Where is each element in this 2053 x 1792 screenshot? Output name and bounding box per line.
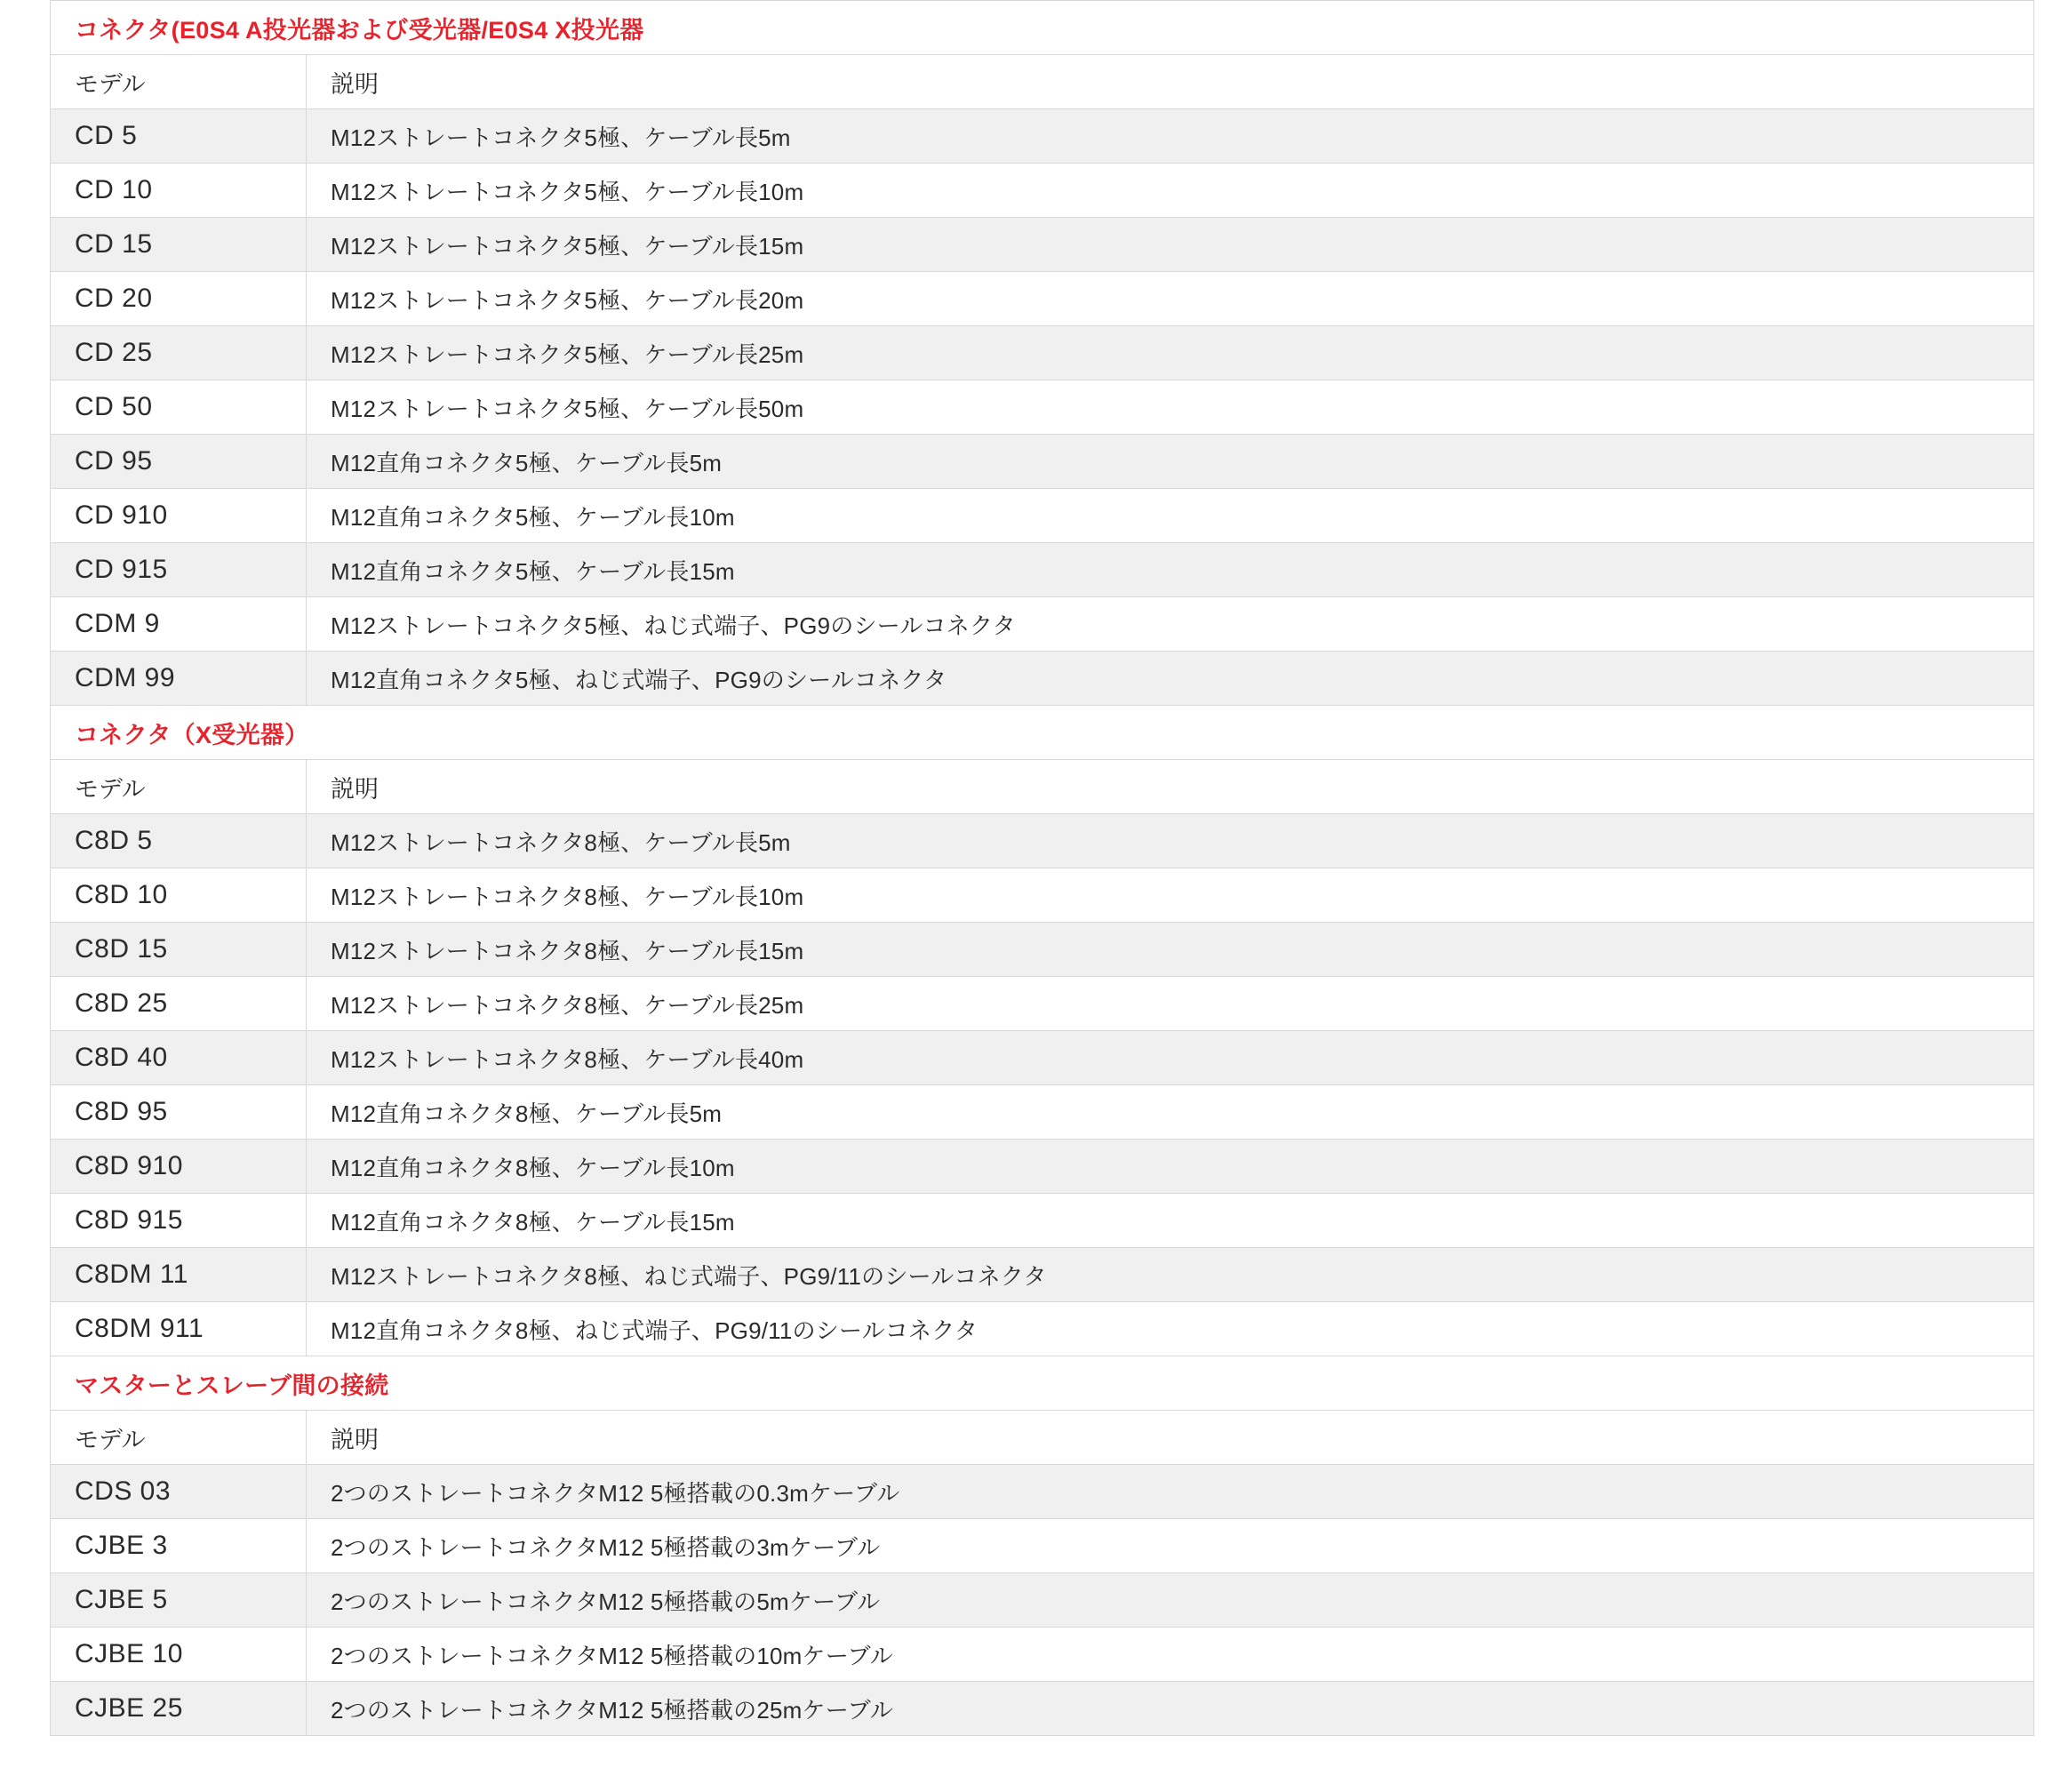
cell-description: M12ストレートコネクタ8極、ケーブル長15m bbox=[307, 923, 2034, 977]
table-row bbox=[51, 597, 2034, 652]
cell-description: M12ストレートコネクタ5極、ケーブル長25m bbox=[307, 326, 2034, 380]
table-row bbox=[51, 1682, 2034, 1736]
cell-description: M12ストレートコネクタ5極、ケーブル長50m bbox=[307, 380, 2034, 435]
table-row bbox=[51, 435, 2034, 489]
column-header-row bbox=[51, 760, 2034, 814]
table-row bbox=[51, 977, 2034, 1031]
cell-description: M12直角コネクタ8極、ケーブル長15m bbox=[307, 1194, 2034, 1248]
table-row bbox=[51, 164, 2034, 218]
cell-model: CD 95 bbox=[51, 435, 307, 489]
section-heading-row bbox=[51, 706, 2034, 760]
cell-model: CD 910 bbox=[51, 489, 307, 543]
table-row bbox=[51, 1248, 2034, 1302]
cell-description: M12ストレートコネクタ5極、ケーブル長5m bbox=[307, 109, 2034, 164]
table-row bbox=[51, 1465, 2034, 1519]
table-row bbox=[51, 1140, 2034, 1194]
cell-description: M12ストレートコネクタ5極、ケーブル長10m bbox=[307, 164, 2034, 218]
cell-model: CJBE 5 bbox=[51, 1573, 307, 1628]
cell-model: C8D 915 bbox=[51, 1194, 307, 1248]
table-row bbox=[51, 272, 2034, 326]
cell-model: C8DM 11 bbox=[51, 1248, 307, 1302]
table-row bbox=[51, 380, 2034, 435]
table-row bbox=[51, 218, 2034, 272]
column-header-model: モデル bbox=[51, 1411, 307, 1465]
cell-description: M12ストレートコネクタ8極、ケーブル長10m bbox=[307, 868, 2034, 923]
section-heading: マスターとスレーブ間の接続 bbox=[51, 1356, 2034, 1411]
column-header-description: 説明 bbox=[307, 55, 2034, 109]
cell-description: M12直角コネクタ5極、ケーブル長5m bbox=[307, 435, 2034, 489]
cell-model: C8D 5 bbox=[51, 814, 307, 868]
column-header-row bbox=[51, 55, 2034, 109]
cell-model: CJBE 25 bbox=[51, 1682, 307, 1736]
column-header-description: 説明 bbox=[307, 760, 2034, 814]
table-row bbox=[51, 1194, 2034, 1248]
cell-model: C8D 95 bbox=[51, 1085, 307, 1140]
cell-model: C8D 40 bbox=[51, 1031, 307, 1085]
cell-description: 2つのストレートコネクタM12 5極搭載の25mケーブル bbox=[307, 1682, 2034, 1736]
section-heading: コネクタ（X受光器） bbox=[51, 706, 2034, 760]
table-row bbox=[51, 652, 2034, 706]
cell-model: CD 25 bbox=[51, 326, 307, 380]
table-row bbox=[51, 1573, 2034, 1628]
table-row bbox=[51, 1085, 2034, 1140]
cell-model: CD 10 bbox=[51, 164, 307, 218]
table-row bbox=[51, 868, 2034, 923]
cell-description: M12ストレートコネクタ8極、ケーブル長40m bbox=[307, 1031, 2034, 1085]
cell-model: CD 15 bbox=[51, 218, 307, 272]
column-header-model: モデル bbox=[51, 760, 307, 814]
cell-description: M12直角コネクタ8極、ケーブル長5m bbox=[307, 1085, 2034, 1140]
cell-description: M12ストレートコネクタ8極、ねじ式端子、PG9/11のシールコネクタ bbox=[307, 1248, 2034, 1302]
cell-description: 2つのストレートコネクタM12 5極搭載の10mケーブル bbox=[307, 1628, 2034, 1682]
section-heading: コネクタ(E0S4 A投光器および受光器/E0S4 X投光器 bbox=[51, 1, 2034, 55]
cell-model: CD 20 bbox=[51, 272, 307, 326]
cell-model: CJBE 10 bbox=[51, 1628, 307, 1682]
cell-description: M12直角コネクタ5極、ねじ式端子、PG9のシールコネクタ bbox=[307, 652, 2034, 706]
cell-model: C8DM 911 bbox=[51, 1302, 307, 1356]
table-row bbox=[51, 1628, 2034, 1682]
cell-model: C8D 15 bbox=[51, 923, 307, 977]
table-row bbox=[51, 1031, 2034, 1085]
cell-model: C8D 25 bbox=[51, 977, 307, 1031]
table-row bbox=[51, 923, 2034, 977]
cell-model: CDS 03 bbox=[51, 1465, 307, 1519]
column-header-description: 説明 bbox=[307, 1411, 2034, 1465]
cell-model: CDM 99 bbox=[51, 652, 307, 706]
cell-description: M12直角コネクタ5極、ケーブル長10m bbox=[307, 489, 2034, 543]
cell-model: C8D 10 bbox=[51, 868, 307, 923]
cell-model: CD 5 bbox=[51, 109, 307, 164]
cell-description: M12直角コネクタ8極、ねじ式端子、PG9/11のシールコネクタ bbox=[307, 1302, 2034, 1356]
table-row bbox=[51, 814, 2034, 868]
cell-description: M12ストレートコネクタ5極、ねじ式端子、PG9のシールコネクタ bbox=[307, 597, 2034, 652]
cell-model: CD 915 bbox=[51, 543, 307, 597]
table-row bbox=[51, 326, 2034, 380]
cell-description: M12直角コネクタ5極、ケーブル長15m bbox=[307, 543, 2034, 597]
cell-model: C8D 910 bbox=[51, 1140, 307, 1194]
cell-description: M12ストレートコネクタ5極、ケーブル長15m bbox=[307, 218, 2034, 272]
section-heading-row bbox=[51, 1, 2034, 55]
cell-description: 2つのストレートコネクタM12 5極搭載の5mケーブル bbox=[307, 1573, 2034, 1628]
cell-description: 2つのストレートコネクタM12 5極搭載の0.3mケーブル bbox=[307, 1465, 2034, 1519]
column-header-model: モデル bbox=[51, 55, 307, 109]
connector-spec-table bbox=[50, 0, 2034, 1736]
column-header-row bbox=[51, 1411, 2034, 1465]
cell-description: M12ストレートコネクタ5極、ケーブル長20m bbox=[307, 272, 2034, 326]
table-row bbox=[51, 489, 2034, 543]
table-row bbox=[51, 543, 2034, 597]
cell-model: CDM 9 bbox=[51, 597, 307, 652]
table-row bbox=[51, 109, 2034, 164]
cell-model: CJBE 3 bbox=[51, 1519, 307, 1573]
section-heading-row bbox=[51, 1356, 2034, 1411]
cell-description: M12直角コネクタ8極、ケーブル長10m bbox=[307, 1140, 2034, 1194]
table-row bbox=[51, 1302, 2034, 1356]
table-row bbox=[51, 1519, 2034, 1573]
cell-description: M12ストレートコネクタ8極、ケーブル長5m bbox=[307, 814, 2034, 868]
cell-description: M12ストレートコネクタ8極、ケーブル長25m bbox=[307, 977, 2034, 1031]
cell-model: CD 50 bbox=[51, 380, 307, 435]
cell-description: 2つのストレートコネクタM12 5極搭載の3mケーブル bbox=[307, 1519, 2034, 1573]
